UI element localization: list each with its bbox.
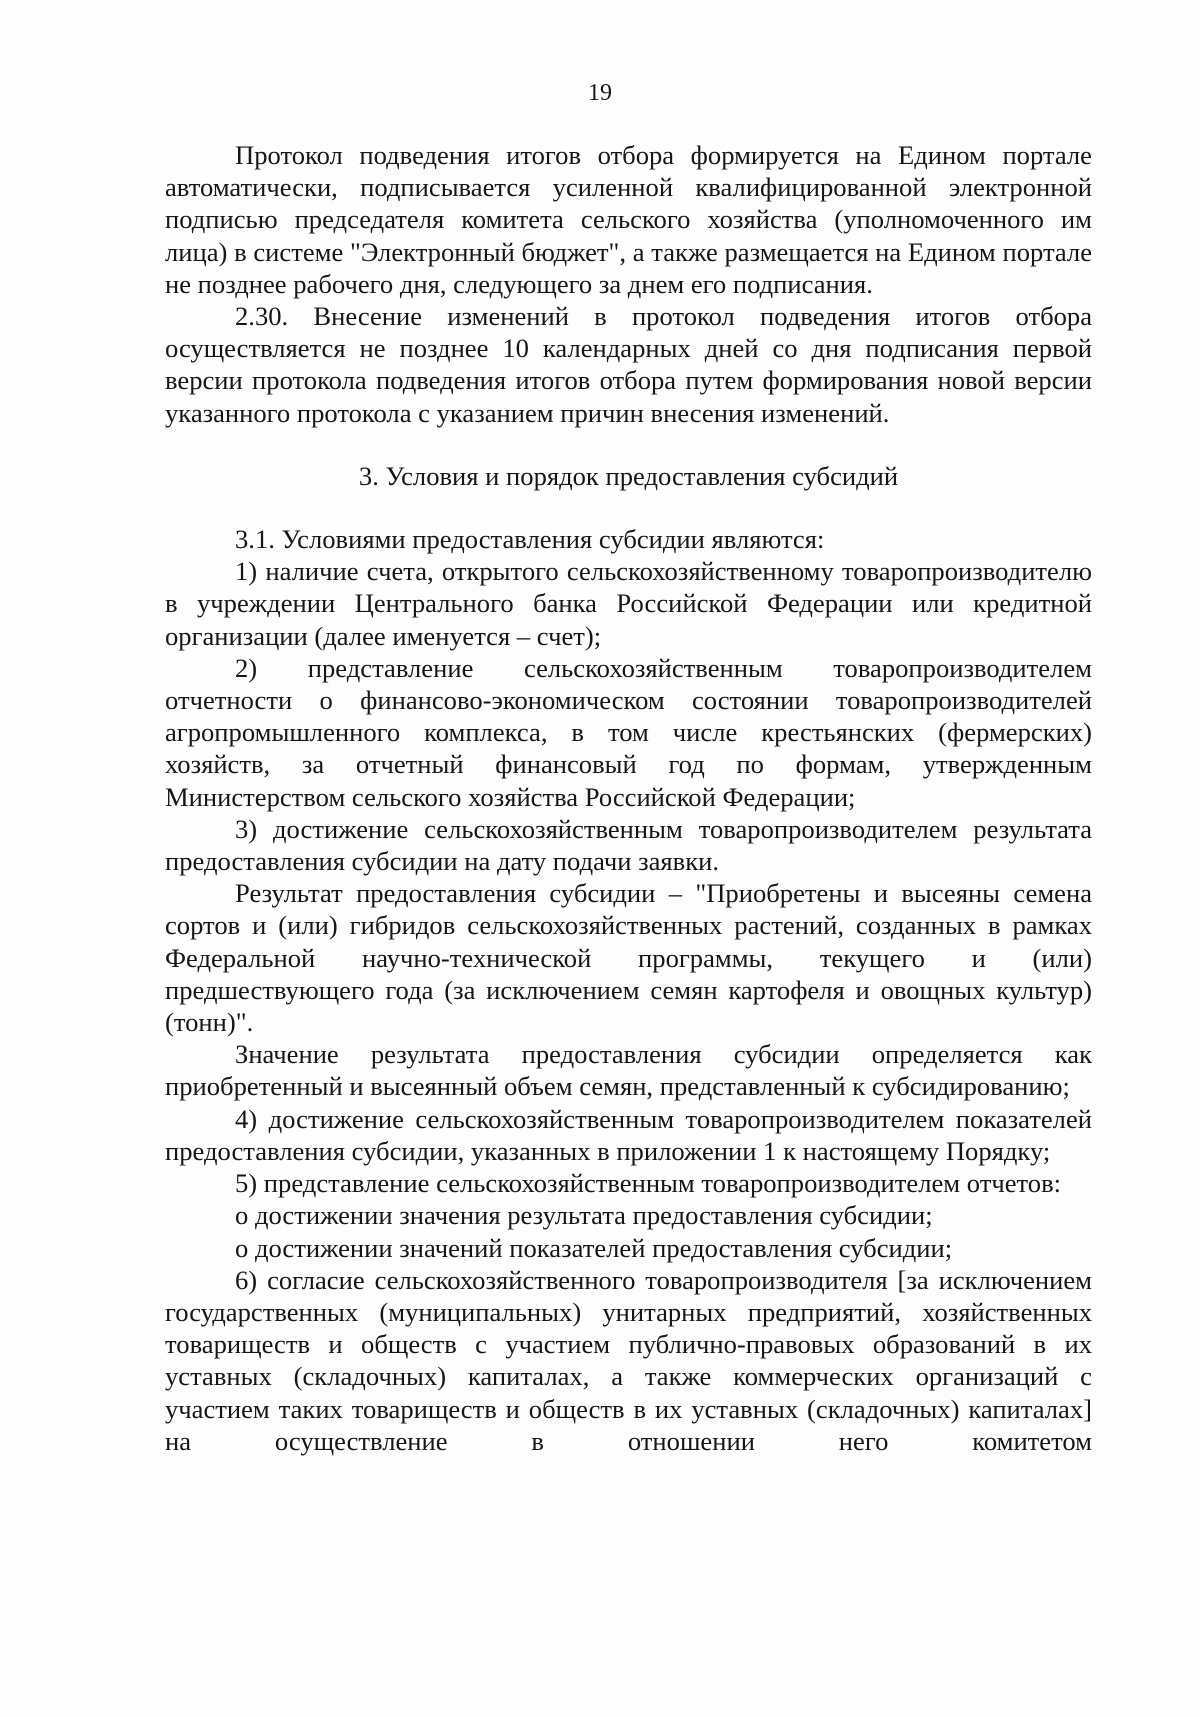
paragraph-result: Результат предоставления субсидии – "Приобретены и высеяны семена сортов и (или) гибридов сельскохозяйственных растений, созданных в рамках Федеральной научно-технической программы, текущего и (или) предшествующего года (за исключением семян картофеля и овощных культур) (тонн)". [165,878,1092,1038]
list-item-2: 2) представление сельскохозяйственным товаропроизводителем отчетности о финансово-экономическом состоянии товаропроизводителей агропромышленного комплекса, в том числе крестьянских (фермерских) хозяйств, за отчетный финансовый год по формам, утвержденным Министерством сельского хозяйства Российской Федерации; [165,652,1092,812]
paragraph-2-30: 2.30. Внесение изменений в протокол подведения итогов отбора осуществляется не позднее 10 календарных дней со дня подписания первой версии протокола подведения итогов отбора путем формирования новой версии указанного протокола с указанием причин внесения изменений. [165,301,1092,428]
list-item-4: 4) достижение сельскохозяйственным товаропроизводителем показателей предоставления субсидии, указанных в приложении 1 к настоящему Порядку; [165,1103,1092,1166]
report-item-result: о достижении значения результата предоставления субсидии; [235,1200,933,1231]
paragraph-3-1: 3.1. Условиями предоставления субсидии являются: [235,524,825,555]
report-item-indicators: о достижении значений показателей предоставления субсидии; [235,1232,953,1263]
page-number: 19 [588,80,612,106]
list-item-1: 1) наличие счета, открытого сельскохозяйственному товаропроизводителю в учреждении Центрального банка Российской Федерации или кредитной организации (далее именуется – счет); [165,556,1092,651]
document-body [165,139,1092,1457]
paragraph-protocol: Протокол подведения итогов отбора формируется на Едином портале автоматически, подписывается усиленной квалифицированной электронной подписью председателя комитета сельского хозяйства (уполномоченного им лица) в системе "Электронный бюджет", а также размещается на Едином портале не позднее рабочего дня, следующего за днем его подписания. [165,140,1092,299]
paragraph-result-value: Значение результата предоставления субсидии определяется как приобретенный и высеянный объем семян, представленный к субсидированию; [165,1039,1092,1102]
list-item-3: 3) достижение сельскохозяйственным товаропроизводителем результата предоставления субсидии на дату подачи заявки. [165,813,1092,877]
list-item-5: 5) представление сельскохозяйственным товаропроизводителем отчетов: [235,1168,1062,1199]
section-heading: 3. Условия и порядок предоставления субсидий [358,460,899,491]
list-item-6: 6) согласие сельскохозяйственного товаропроизводителя [за исключением государственных (муниципальных) унитарных предприятий, хозяйственных товариществ и обществ с участием публично-правовых образований в их уставных (складочных) капиталах, а также коммерческих организаций с участием таких товариществ и обществ в их уставных (складочных) капиталах] на осуществление в отношении него комитетом [165,1264,1092,1456]
